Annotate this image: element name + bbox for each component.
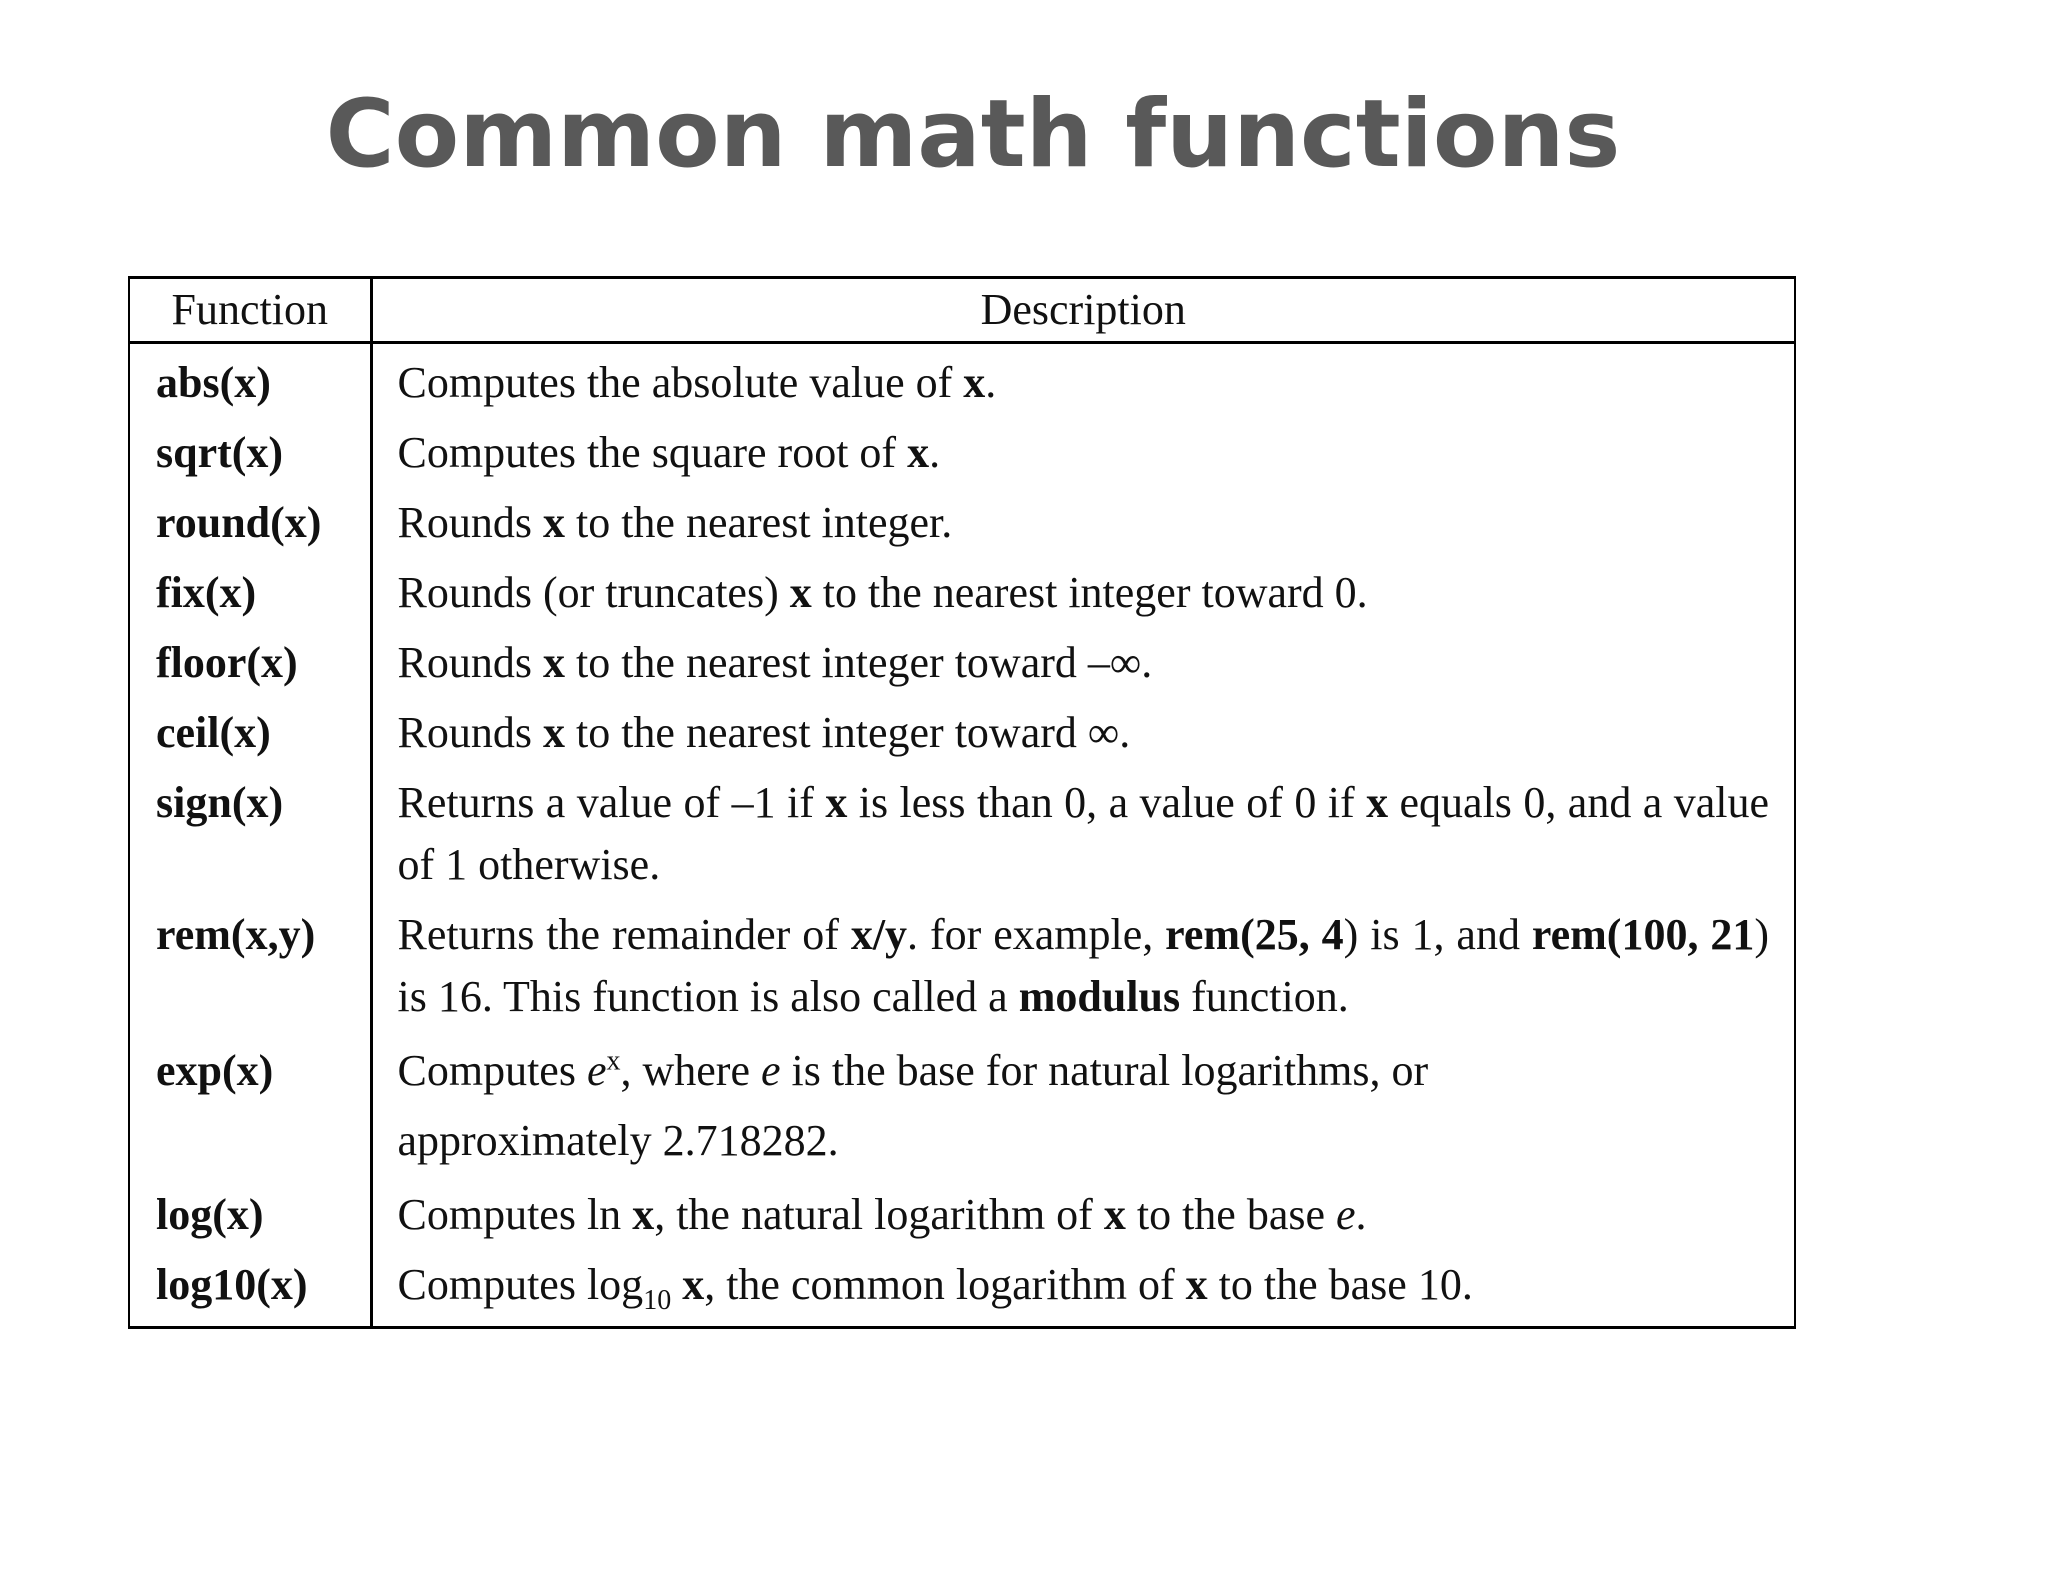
function-description: [398, 562, 1770, 624]
description-text: x: [542, 498, 565, 547]
description-text: x: [606, 1045, 621, 1077]
table-row: [129, 764, 1795, 896]
function-name: log10(x): [156, 1260, 308, 1309]
function-name: exp(x): [156, 1046, 274, 1095]
function-description-cell: [371, 1028, 1795, 1176]
table-row: [129, 343, 1795, 415]
function-name-cell: [129, 764, 371, 896]
function-description-cell: [371, 484, 1795, 554]
description-text: modulus: [1018, 972, 1181, 1021]
description-text: x: [542, 638, 565, 687]
function-description-cell: [371, 1176, 1795, 1246]
table-row: [129, 1246, 1795, 1328]
table-body: [129, 343, 1795, 1328]
function-description: [398, 422, 1770, 484]
function-name-cell: [129, 694, 371, 764]
function-name-cell: [129, 414, 371, 484]
description-text: Computes log: [397, 1260, 644, 1309]
function-description-cell: [371, 343, 1795, 415]
function-description-cell: [371, 694, 1795, 764]
description-text: x: [825, 778, 848, 827]
description-text: ) is 16. This function is also called a: [397, 910, 1770, 1021]
function-name: ceil(x): [156, 708, 271, 757]
description-text: 10: [643, 1284, 672, 1316]
function-name-cell: [129, 554, 371, 624]
description-text: Computes the absolute value of: [397, 358, 964, 407]
slide-title: Common math functions: [325, 80, 1621, 189]
description-text: .: [985, 358, 997, 407]
function-name: abs(x): [156, 358, 271, 407]
function-description-cell: [371, 764, 1795, 896]
function-description: [398, 702, 1770, 764]
function-name-cell: [129, 1028, 371, 1176]
description-text: x/y: [850, 910, 908, 959]
function-name-cell: [129, 896, 371, 1028]
table-header-row: [129, 278, 1795, 343]
description-text: e: [760, 1046, 781, 1095]
function-description-cell: [371, 1246, 1795, 1328]
description-text: to the nearest integer.: [564, 498, 953, 547]
description-text: Rounds: [397, 708, 543, 757]
table-row: [129, 484, 1795, 554]
function-description: [398, 632, 1770, 694]
table-row: [129, 414, 1795, 484]
column-header-description: Description: [371, 278, 1795, 343]
description-text: x: [789, 568, 812, 617]
function-description-cell: [371, 554, 1795, 624]
description-text: Computes: [397, 1046, 587, 1095]
description-text: rem(100, 21: [1531, 910, 1755, 959]
function-description: [398, 352, 1770, 414]
description-text: e: [1336, 1190, 1356, 1239]
description-text: Computes ln: [397, 1190, 633, 1239]
function-name: fix(x): [156, 568, 257, 617]
description-text: x: [1366, 778, 1389, 827]
description-text: [671, 1260, 682, 1309]
function-name: rem(x,y): [156, 910, 316, 959]
table-row: [129, 1176, 1795, 1246]
function-name-cell: [129, 484, 371, 554]
description-text: equals 0, and a value of 1 otherwise.: [397, 778, 1770, 889]
function-name-cell: [129, 1246, 371, 1328]
table-row: [129, 694, 1795, 764]
description-text: ) is 1, and: [1343, 910, 1532, 959]
function-name-cell: [129, 343, 371, 415]
description-text: to the nearest integer toward ∞.: [564, 708, 1131, 757]
description-text: to the base 10.: [1207, 1260, 1473, 1309]
function-description-cell: [371, 414, 1795, 484]
function-description: [398, 904, 1770, 1028]
function-description: [398, 1254, 1770, 1316]
function-description: [398, 1036, 1770, 1176]
function-name: round(x): [156, 498, 322, 547]
function-name-cell: [129, 1176, 371, 1246]
description-text: x: [963, 358, 986, 407]
description-text: is less than 0, a value of 0 if: [847, 778, 1367, 827]
description-text: Rounds: [397, 638, 543, 687]
description-text: rem(25, 4: [1165, 910, 1344, 959]
description-text: Computes the square root of: [397, 428, 908, 477]
description-text: x: [1103, 1190, 1126, 1239]
description-text: Returns the remainder of: [397, 910, 851, 959]
description-text: x: [632, 1190, 655, 1239]
table-row: [129, 1028, 1795, 1176]
function-description-cell: [371, 624, 1795, 694]
description-text: , the natural logarithm of: [654, 1190, 1104, 1239]
description-text: x: [682, 1260, 705, 1309]
description-text: is the base for natural logarithms, or: [780, 1046, 1429, 1095]
description-text: approximately 2.718282.: [397, 1116, 839, 1165]
description-text: Rounds: [397, 498, 543, 547]
description-text: x: [542, 708, 565, 757]
function-name: sqrt(x): [156, 428, 284, 477]
function-description: [398, 772, 1770, 896]
column-header-function: Function: [129, 278, 371, 343]
description-text: .: [929, 428, 941, 477]
description-text: .: [1355, 1190, 1367, 1239]
description-text: , where: [620, 1046, 761, 1095]
description-text: to the nearest integer toward 0.: [811, 568, 1368, 617]
table-row: [129, 896, 1795, 1028]
description-text: e: [586, 1046, 607, 1095]
table-row: [129, 554, 1795, 624]
table-row: [129, 624, 1795, 694]
description-text: to the nearest integer toward –∞.: [564, 638, 1153, 687]
description-text: x: [907, 428, 930, 477]
description-text: x: [1185, 1260, 1208, 1309]
description-text: to the base: [1125, 1190, 1337, 1239]
description-text: , the common logarithm of: [704, 1260, 1186, 1309]
function-name-cell: [129, 624, 371, 694]
function-description-cell: [371, 896, 1795, 1028]
function-name: sign(x): [156, 778, 284, 827]
description-text: function.: [1180, 972, 1349, 1021]
math-functions-table: [128, 276, 1796, 1329]
function-description: [398, 1184, 1770, 1246]
description-text: Rounds (or truncates): [397, 568, 790, 617]
function-description: [398, 492, 1770, 554]
description-text: . for example,: [907, 910, 1166, 959]
function-name: log(x): [156, 1190, 264, 1239]
function-name: floor(x): [156, 638, 298, 687]
description-text: Returns a value of –1 if: [397, 778, 826, 827]
